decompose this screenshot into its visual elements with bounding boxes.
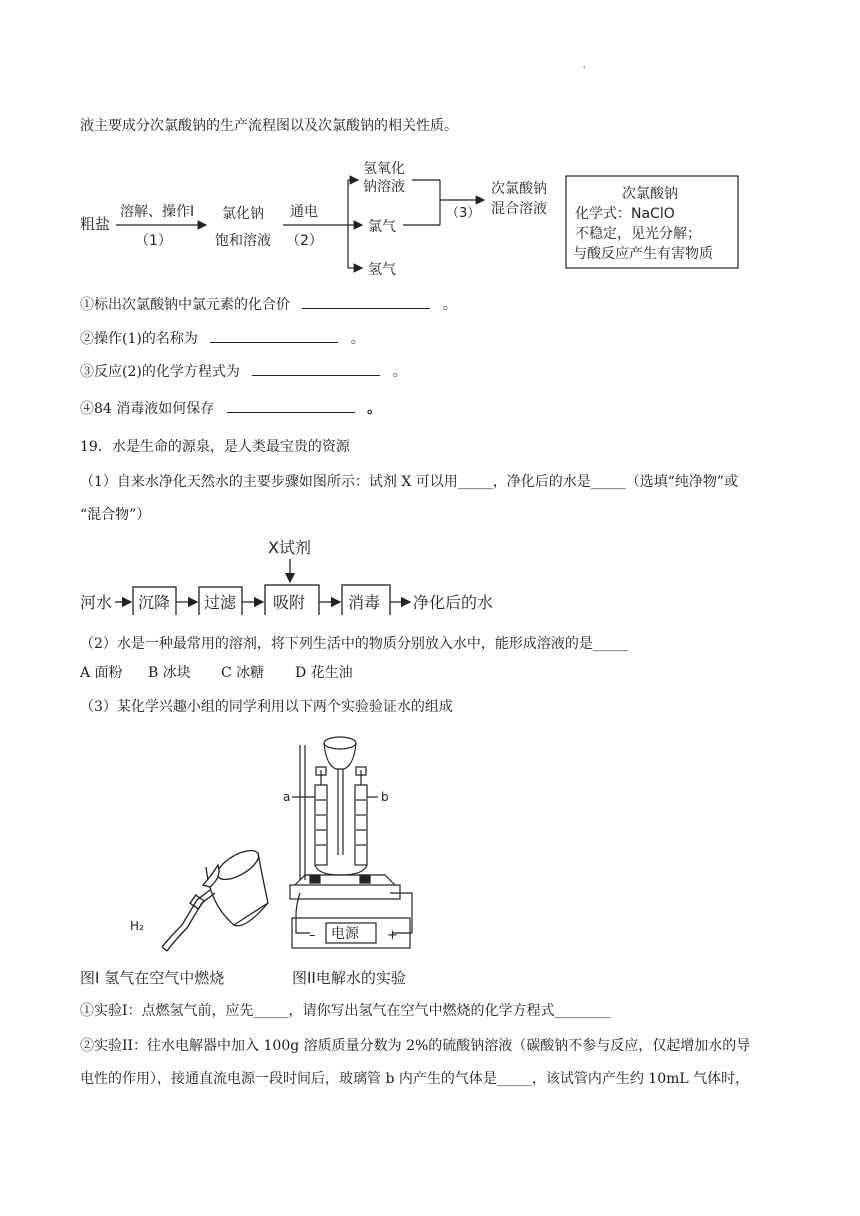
q18-d: ④84 消毒液如何保存 。 xyxy=(80,398,381,419)
flow-mid-line1: 氯化钠 xyxy=(222,206,264,222)
q18-a: ①标出次氯酸钠中氯元素的化合价 。 xyxy=(80,294,457,315)
flow-step2-num: （2） xyxy=(286,233,323,249)
q19-p2: （2）水是一种最常用的溶剂，将下列生活中的物质分别放入水中，能形成溶液的是_____ xyxy=(80,636,628,652)
q19-p1-line1: （1）自来水净化天然水的主要步骤如图所示：试剂 X 可以用_____，净化后的水是_____（选填“纯净物”或 xyxy=(80,474,739,490)
flow2-end: 净化后的水 xyxy=(413,593,494,612)
answer-blank[interactable] xyxy=(252,361,380,376)
fig1-caption: 图I 氢气在空气中燃烧 xyxy=(80,969,225,987)
water-purification-flowchart xyxy=(0,535,860,615)
flow-product-line1: 次氯酸钠 xyxy=(491,181,547,197)
flow-product-line2: 混合溶液 xyxy=(491,201,547,217)
experiment-figure xyxy=(0,725,860,995)
tube-b-label: b xyxy=(381,790,389,804)
flow2-step-4: 消毒 xyxy=(348,593,381,612)
q19-e2-line1: ②实验II：往水电解器中加入 100g 溶质质量分数为 2%的硫酸钠溶液（碳酸钠不参与反应，仅起增加水的导 xyxy=(80,1038,751,1054)
power-label: 电源 xyxy=(331,926,359,942)
flow-out2: 氯气 xyxy=(368,219,396,235)
answer-blank[interactable] xyxy=(227,398,355,413)
option-a[interactable]: A 面粉 xyxy=(80,665,123,681)
intro-text: 液主要成分次氯酸钠的生产流程图以及次氯酸钠的相关性质。 xyxy=(80,118,458,134)
hydrogen-burning-illustration xyxy=(162,845,268,951)
flow-out1-line2: 钠溶液 xyxy=(363,179,405,195)
option-d[interactable]: D 花生油 xyxy=(295,665,353,681)
flow2-step-2: 过滤 xyxy=(204,593,237,612)
box-line2: 不稳定，见光分解； xyxy=(575,226,701,242)
answer-blank[interactable] xyxy=(210,328,338,343)
q19-options xyxy=(80,663,353,683)
box-title: 次氯酸钠 xyxy=(622,186,678,202)
minus-terminal: – xyxy=(309,928,316,943)
box-line3: 与酸反应产生有害物质 xyxy=(573,246,713,262)
q19-p1-line2: “混合物”） xyxy=(80,507,151,523)
plus-terminal: + xyxy=(387,928,398,943)
q19-e1: ①实验I：点燃氢气前，应先_____，请你写出氢气在空气中燃烧的化学方程式________ xyxy=(80,1003,611,1019)
electrolysis-apparatus xyxy=(290,737,412,948)
option-c[interactable]: C 冰糖 xyxy=(221,665,265,681)
sodium-hypochlorite-flowchart xyxy=(0,155,860,285)
h2-label: H₂ xyxy=(130,919,144,933)
answer-blank[interactable] xyxy=(302,294,430,309)
option-b[interactable]: B 冰块 xyxy=(148,665,191,681)
q19-p3: （3）某化学兴趣小组的同学利用以下两个实验验证水的组成 xyxy=(80,699,453,715)
flow-step1-label: 溶解、操作I xyxy=(120,204,195,220)
box-formula: 化学式：NaClO xyxy=(575,206,675,222)
q18-b: ②操作(1)的名称为 。 xyxy=(80,328,365,349)
flow-raw: 粗盐 xyxy=(80,215,111,233)
flow-step2-label: 通电 xyxy=(290,204,318,220)
flow2-reagent: X试剂 xyxy=(268,538,311,557)
flow-step3-num: （3） xyxy=(446,206,481,221)
flow-out1-line1: 氢氧化 xyxy=(363,161,405,177)
flow-out3: 氢气 xyxy=(368,262,396,278)
q19-e2-line2: 电性的作用），接通直流电源一段时间后，玻璃管 b 内产生的气体是_____，该试管内产生约 10mL 气体时， xyxy=(80,1071,750,1087)
flow-step1-num: （1） xyxy=(135,233,172,249)
fig2-caption: 图II电解水的实验 xyxy=(292,969,406,987)
flow2-step-3: 吸附 xyxy=(273,593,306,612)
flow2-step-1: 沉降 xyxy=(138,593,171,612)
flow2-start: 河水 xyxy=(80,593,113,612)
flow-mid-line2: 饱和溶液 xyxy=(215,233,271,249)
page-mark: ' xyxy=(583,65,586,74)
tube-a-label: a xyxy=(283,790,291,804)
q18-c: ③反应(2)的化学方程式为 。 xyxy=(80,361,407,382)
q19-title: 19．水是生命的源泉，是人类最宝贵的资源 xyxy=(80,439,350,455)
